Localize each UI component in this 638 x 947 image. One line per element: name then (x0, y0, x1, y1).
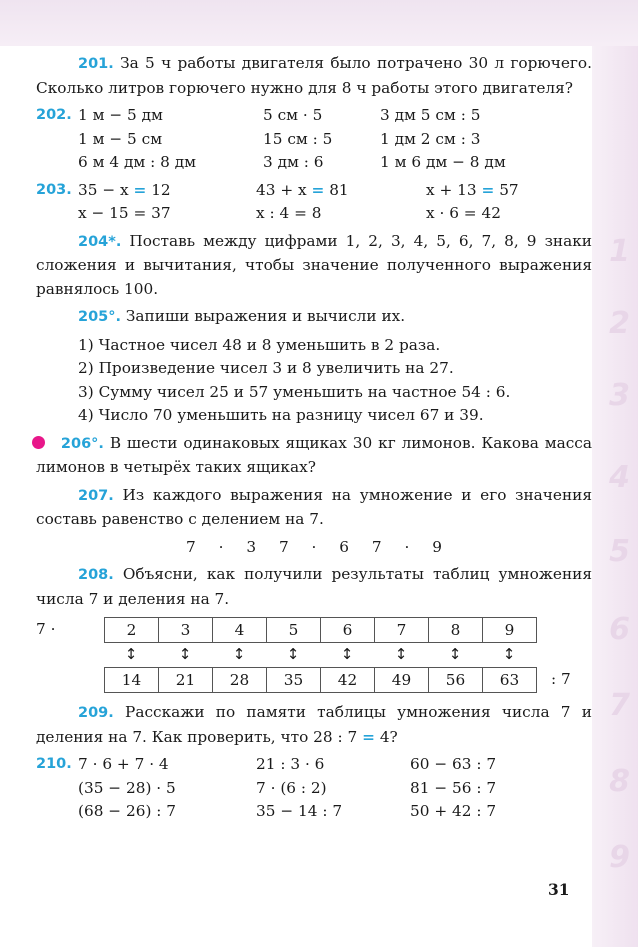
table-cell: 63 (499, 671, 520, 689)
table-cell: 28 (213, 668, 267, 692)
table-cell: 42 (321, 668, 375, 692)
table-row-bottom (36, 667, 592, 693)
updown-arrow-icon: ↕ (448, 645, 462, 663)
page-content (36, 52, 592, 828)
task-202 (36, 104, 592, 175)
table-cell: 7 (375, 618, 429, 642)
side-number: 7 (609, 688, 630, 723)
expr: 35 − 14 : 7 (256, 802, 343, 820)
table-cell: 9 (504, 621, 515, 639)
task-text: В шести одинаковых ящиках 30 кг лимонов. Какова масса лимонов в четырёх таких ящиках? (36, 433, 592, 476)
task-text: Поставь между цифрами 1, 2, 3, 4, 5, 6, 7, 8, 9 знаки сложения и вычитания, чтобы значение полученного выражения равнялось 100. (36, 231, 592, 298)
top-band (0, 0, 638, 46)
table-cell: 56 (429, 668, 483, 692)
task-number: 204*. (78, 233, 122, 250)
expr: 7 · 6 + 7 · 4 (78, 755, 169, 773)
equation: x : 4 = 8 (256, 204, 322, 222)
table-cells (104, 617, 537, 643)
side-number: 4 (609, 460, 630, 495)
expr: 3 дм 5 см : 5 (380, 106, 481, 124)
equation: x − 15 = 37 (78, 204, 171, 222)
task-207-exprs: 7 · 3 7 · 6 7 · 9 (186, 537, 442, 556)
task-number: 205°. (78, 309, 122, 325)
side-number: 8 (609, 764, 630, 799)
expr: 5 см · 5 (263, 106, 323, 124)
table-cell: 8 (429, 618, 483, 642)
page-number: 31 (548, 880, 570, 899)
task-text: За 5 ч работы двигателя было потрачено 30 л горючего. Сколько литров горючего нужно для 8 ч работы этого двигателя? (36, 54, 592, 97)
task-text: Объясни, как получили результаты таблиц умножения числа 7 и деления на 7. (36, 565, 592, 608)
arrows-row (104, 643, 592, 667)
table-cell: 6 (321, 618, 375, 642)
expr: 1 м − 5 см (78, 129, 163, 148)
list-item: 3) Сумму чисел 25 и 57 уменьшить на частное 54 : 6. (78, 382, 511, 401)
table-row-top (36, 617, 592, 643)
side-band (592, 46, 638, 947)
table-cell: 21 (159, 668, 213, 692)
table-cell: 49 (375, 668, 429, 692)
row-label: 7 · (36, 620, 56, 639)
table-cell: 4 (213, 618, 267, 642)
updown-arrow-icon: ↕ (502, 645, 516, 663)
equation: x + 13 = 57 (426, 180, 519, 199)
expr: 3 дм : 6 (263, 153, 324, 171)
equation: 35 − x = 12 (78, 180, 171, 199)
task-210 (36, 753, 592, 824)
task-number: 207. (78, 487, 114, 504)
expr: (68 − 26) : 7 (78, 802, 177, 820)
expr: 81 − 56 : 7 (410, 778, 497, 797)
expr: 1 м 6 дм − 8 дм (380, 153, 506, 171)
updown-arrow-icon: ↕ (394, 645, 408, 663)
expr: 7 · (6 : 2) (256, 778, 327, 797)
task-209: 209. Расскажи по памяти таблицы умножения числа 7 и деления на 7. Как проверить, что 28 : 7 = 4? (36, 703, 592, 746)
list-item: 2) Произведение чисел 3 и 8 увеличить на 27. (78, 359, 454, 377)
table-cell: 3 (159, 618, 213, 642)
expr: 50 + 42 : 7 (410, 802, 497, 820)
side-number: 5 (609, 534, 630, 569)
task-number: 209. (78, 705, 114, 721)
expr: (35 − 28) · 5 (78, 778, 176, 797)
task-text: Из каждого выражения на умножение и его значения составь равенство с делением на 7. (36, 485, 592, 528)
list-item: 1) Частное чисел 48 и 8 уменьшить в 2 раза. (78, 335, 441, 354)
table-cell: 5 (267, 618, 321, 642)
task-201 (36, 52, 592, 100)
task-205 (36, 305, 592, 330)
task-number: 203. (36, 181, 72, 198)
task-207 (36, 484, 592, 532)
expr: 21 : 3 · 6 (256, 755, 325, 773)
equation: x · 6 = 42 (426, 204, 501, 222)
table-cells (104, 667, 537, 693)
side-number: 6 (609, 612, 630, 647)
task-number: 208. (78, 567, 114, 583)
expr: 1 дм 2 см : 3 (380, 129, 481, 148)
updown-arrow-icon: ↕ (232, 645, 246, 663)
side-number: 9 (609, 840, 630, 875)
task-number: 202. (36, 107, 72, 123)
task-number: 206°. (60, 435, 104, 452)
task-204 (36, 230, 592, 302)
bullet-dot-icon (32, 436, 45, 449)
side-number: 3 (609, 378, 630, 413)
updown-arrow-icon: ↕ (178, 645, 192, 663)
task-number: 210. (36, 756, 72, 772)
side-number: 2 (609, 306, 630, 341)
task-208 (36, 563, 592, 611)
task-number: 201. (78, 56, 114, 72)
expr: 1 м − 5 дм (78, 106, 163, 124)
task-206 (36, 432, 592, 480)
expr: 6 м 4 дм : 8 дм (78, 153, 197, 171)
table-cell: 14 (105, 668, 159, 692)
table-cell: 2 (105, 618, 159, 642)
updown-arrow-icon: ↕ (340, 645, 354, 663)
list-item: 4) Число 70 уменьшить на разницу чисел 67 и 39. (78, 406, 484, 424)
task-205-list (36, 334, 592, 428)
side-number: 1 (609, 234, 630, 269)
task-203 (36, 179, 592, 226)
table-cell: 35 (267, 668, 321, 692)
task-text: Запиши выражения и вычисли их. (125, 307, 406, 325)
updown-arrow-icon: ↕ (286, 645, 300, 663)
division-suffix: : 7 (551, 670, 571, 689)
expr: 60 − 63 : 7 (410, 755, 497, 773)
multiplication-table (36, 617, 592, 693)
equation: 43 + x = 81 (256, 180, 349, 199)
updown-arrow-icon: ↕ (124, 645, 138, 663)
expr: 15 см : 5 (263, 129, 333, 148)
